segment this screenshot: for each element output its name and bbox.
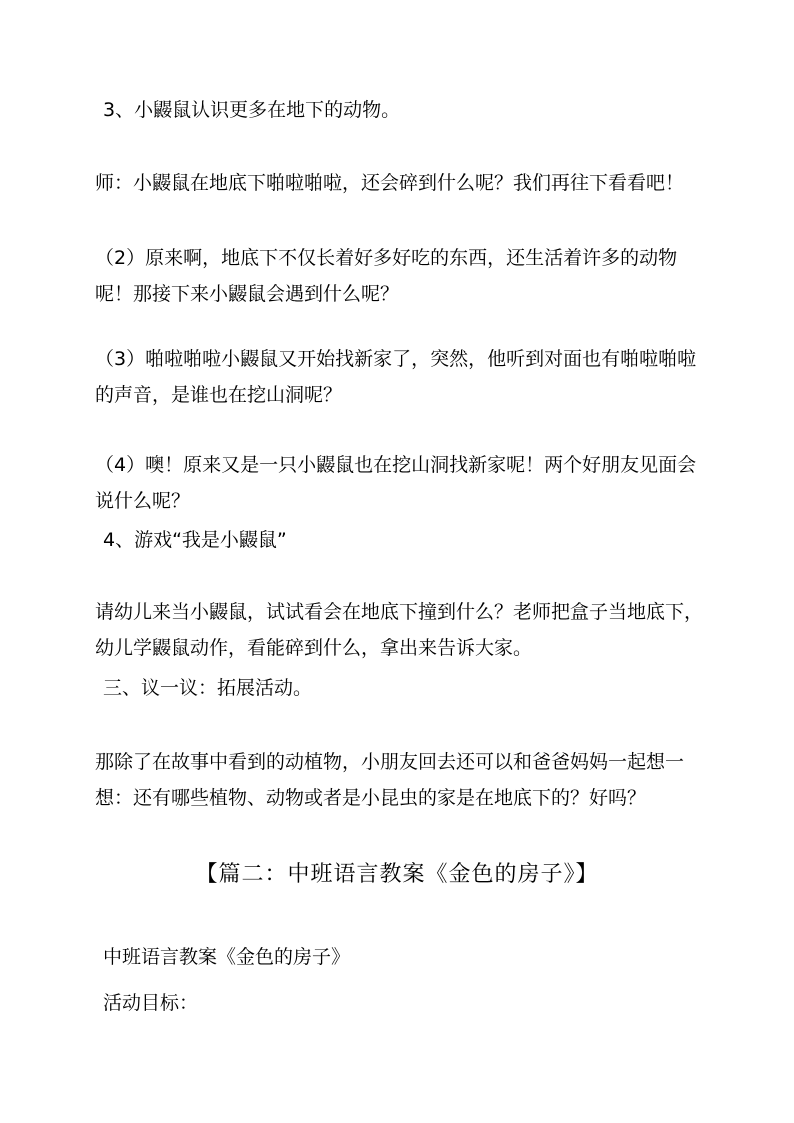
item-4-text: （4）噢！原来又是一只小鼹鼠也在挖山洞找新家呢！两个好朋友见面会说什么呢？ (95, 454, 697, 512)
item-3-text: （3）啪啦啪啦小鼹鼠又开始找新家了，突然，他听到对面也有啪啦啪啦的声音，是谁也在挖山洞呢？ (95, 348, 697, 406)
section-3-discussion-text: 三、议一议：拓展活动。 (103, 677, 313, 699)
step-3-text: 3、小鼹鼠认识更多在地下的动物。 (103, 99, 401, 121)
game-instructions-text: 请幼儿来当小鼹鼠，试试看会在地底下撞到什么？老师把盒子当地底下，幼儿学鼹鼠动作，看能碎到什么，拿出来告诉大家。 (95, 601, 704, 659)
teacher-dialogue-text: 师：小鼹鼠在地底下啪啦啪啦，还会碎到什么呢？我们再往下看看吧！ (95, 172, 685, 194)
step-4-game-text: 4、游戏“我是小鼹鼠” (103, 529, 287, 551)
lesson-title: 中班语言教案《金色的房子》 (103, 946, 351, 968)
section-heading: 【篇二：中班语言教案《金色的房子》】 (195, 862, 599, 887)
item-2-text: （2）原来啊，地底下不仅长着好多好吃的东西，还生活着许多的动物呢！那接下来小鼹鼠会遇到什么呢？ (95, 247, 678, 305)
objectives-label: 活动目标： (103, 992, 199, 1014)
extension-activity-text: 那除了在故事中看到的动植物，小朋友回去还可以和爸爸妈妈一起想一想：还有哪些植物、动物或者是小昆虫的家是在地底下的？好吗？ (95, 751, 685, 809)
